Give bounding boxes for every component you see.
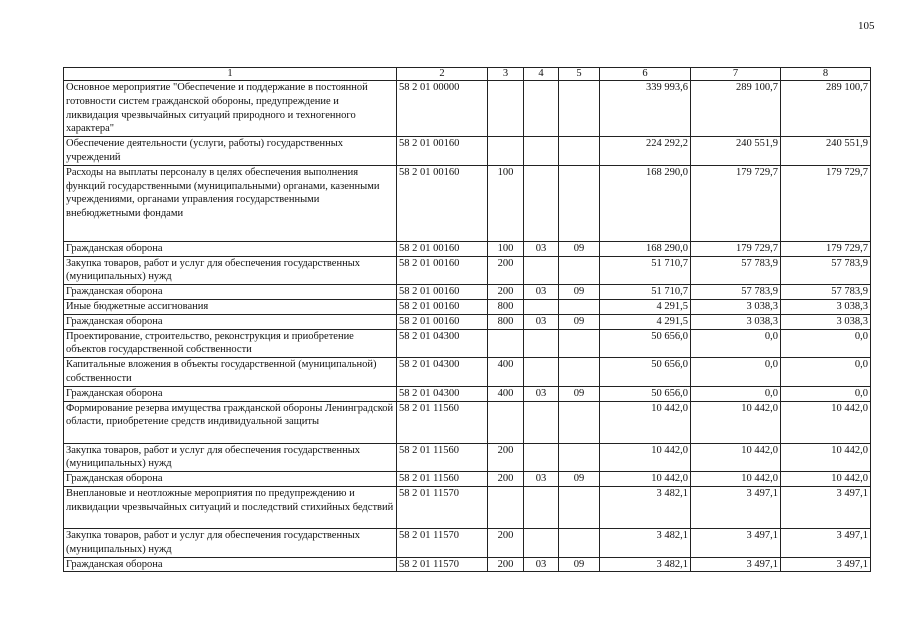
row-value-col7: 57 783,9 (691, 256, 781, 285)
row-value-col7: 179 729,7 (691, 165, 781, 241)
row-expense-type: 100 (488, 165, 524, 241)
row-value-col6: 3 482,1 (600, 557, 691, 572)
row-expense-type (488, 137, 524, 166)
row-subsection: 09 (559, 314, 600, 329)
row-value-col6: 10 442,0 (600, 443, 691, 472)
row-value-col7: 3 038,3 (691, 299, 781, 314)
row-expense-type: 800 (488, 299, 524, 314)
row-code: 58 2 01 11560 (397, 472, 488, 487)
row-value-col7: 179 729,7 (691, 241, 781, 256)
table-row (64, 285, 871, 300)
row-value-col8: 10 442,0 (781, 472, 871, 487)
row-subsection: 09 (559, 472, 600, 487)
row-expense-type (488, 81, 524, 137)
row-name: Гражданская оборона (64, 472, 397, 487)
row-subsection: 09 (559, 241, 600, 256)
row-section (524, 358, 559, 387)
row-value-col6: 50 656,0 (600, 358, 691, 387)
row-expense-type: 200 (488, 256, 524, 285)
row-subsection: 09 (559, 285, 600, 300)
row-value-col8: 289 100,7 (781, 81, 871, 137)
row-section (524, 528, 559, 557)
table-row (64, 241, 871, 256)
row-value-col6: 339 993,6 (600, 81, 691, 137)
row-expense-type: 200 (488, 443, 524, 472)
row-value-col6: 4 291,5 (600, 299, 691, 314)
row-value-col6: 3 482,1 (600, 486, 691, 528)
table-row (64, 358, 871, 387)
row-code: 58 2 01 11570 (397, 486, 488, 528)
row-expense-type: 200 (488, 472, 524, 487)
row-code: 58 2 01 00000 (397, 81, 488, 137)
row-subsection (559, 165, 600, 241)
row-value-col6: 3 482,1 (600, 528, 691, 557)
table-row (64, 557, 871, 572)
row-value-col8: 3 038,3 (781, 314, 871, 329)
header-row (64, 68, 871, 81)
row-expense-type: 400 (488, 358, 524, 387)
row-section (524, 256, 559, 285)
row-expense-type (488, 329, 524, 358)
row-expense-type: 800 (488, 314, 524, 329)
row-section: 03 (524, 285, 559, 300)
row-section (524, 137, 559, 166)
row-name: Закупка товаров, работ и услуг для обеспечения государственных (муниципальных) нужд (64, 443, 397, 472)
row-code: 58 2 01 11560 (397, 401, 488, 443)
row-subsection: 09 (559, 557, 600, 572)
row-value-col8: 179 729,7 (781, 241, 871, 256)
row-value-col6: 50 656,0 (600, 386, 691, 401)
budget-table (63, 67, 871, 572)
row-value-col8: 3 038,3 (781, 299, 871, 314)
row-value-col6: 51 710,7 (600, 285, 691, 300)
row-name: Проектирование, строительство, реконструкция и приобретение объектов государственной собственности (64, 329, 397, 358)
row-section (524, 401, 559, 443)
row-value-col8: 3 497,1 (781, 528, 871, 557)
table-row (64, 299, 871, 314)
row-value-col6: 4 291,5 (600, 314, 691, 329)
row-section: 03 (524, 241, 559, 256)
row-code: 58 2 01 00160 (397, 299, 488, 314)
row-subsection (559, 486, 600, 528)
row-value-col7: 3 497,1 (691, 486, 781, 528)
row-value-col8: 0,0 (781, 329, 871, 358)
row-name: Обеспечение деятельности (услуги, работы) государственных учреждений (64, 137, 397, 166)
row-section (524, 486, 559, 528)
row-value-col8: 240 551,9 (781, 137, 871, 166)
row-expense-type: 100 (488, 241, 524, 256)
row-section (524, 165, 559, 241)
row-value-col7: 3 038,3 (691, 314, 781, 329)
header-col-3: 3 (488, 68, 524, 81)
row-value-col8: 0,0 (781, 358, 871, 387)
row-value-col7: 289 100,7 (691, 81, 781, 137)
header-col-4: 4 (524, 68, 559, 81)
row-value-col7: 10 442,0 (691, 443, 781, 472)
table-row (64, 256, 871, 285)
row-value-col8: 3 497,1 (781, 557, 871, 572)
row-value-col6: 51 710,7 (600, 256, 691, 285)
header-col-7: 7 (691, 68, 781, 81)
row-section (524, 329, 559, 358)
row-section (524, 443, 559, 472)
row-subsection (559, 81, 600, 137)
row-subsection (559, 443, 600, 472)
row-expense-type: 200 (488, 285, 524, 300)
row-subsection: 09 (559, 386, 600, 401)
row-value-col6: 10 442,0 (600, 401, 691, 443)
row-name: Иные бюджетные ассигнования (64, 299, 397, 314)
row-name: Гражданская оборона (64, 386, 397, 401)
row-name: Гражданская оборона (64, 314, 397, 329)
row-expense-type (488, 486, 524, 528)
table-row (64, 386, 871, 401)
row-value-col6: 224 292,2 (600, 137, 691, 166)
row-value-col7: 10 442,0 (691, 472, 781, 487)
row-value-col7: 57 783,9 (691, 285, 781, 300)
table-body (64, 81, 871, 572)
row-value-col8: 3 497,1 (781, 486, 871, 528)
row-value-col7: 0,0 (691, 386, 781, 401)
row-code: 58 2 01 00160 (397, 256, 488, 285)
table-row (64, 165, 871, 241)
row-value-col7: 10 442,0 (691, 401, 781, 443)
row-code: 58 2 01 00160 (397, 285, 488, 300)
header-col-6: 6 (600, 68, 691, 81)
table-row (64, 314, 871, 329)
page-number: 105 (858, 20, 875, 32)
row-expense-type: 200 (488, 557, 524, 572)
header-col-8: 8 (781, 68, 871, 81)
row-code: 58 2 01 00160 (397, 241, 488, 256)
row-code: 58 2 01 11560 (397, 443, 488, 472)
row-name: Формирование резерва имущества гражданской обороны Ленинградской области, приобретение средств индивидуальной защиты (64, 401, 397, 443)
row-name: Гражданская оборона (64, 241, 397, 256)
row-subsection (559, 329, 600, 358)
row-value-col8: 0,0 (781, 386, 871, 401)
row-code: 58 2 01 00160 (397, 137, 488, 166)
row-value-col8: 10 442,0 (781, 401, 871, 443)
row-value-col7: 0,0 (691, 358, 781, 387)
row-value-col8: 57 783,9 (781, 285, 871, 300)
row-section: 03 (524, 557, 559, 572)
header-col-5: 5 (559, 68, 600, 81)
row-value-col7: 240 551,9 (691, 137, 781, 166)
header-col-2: 2 (397, 68, 488, 81)
row-subsection (559, 528, 600, 557)
row-expense-type: 200 (488, 528, 524, 557)
row-value-col7: 3 497,1 (691, 557, 781, 572)
row-name: Капитальные вложения в объекты государственной (муниципальной) собственности (64, 358, 397, 387)
row-code: 58 2 01 11570 (397, 557, 488, 572)
row-value-col6: 10 442,0 (600, 472, 691, 487)
row-expense-type: 400 (488, 386, 524, 401)
row-name: Закупка товаров, работ и услуг для обеспечения государственных (муниципальных) нужд (64, 528, 397, 557)
table-row (64, 486, 871, 528)
row-subsection (559, 256, 600, 285)
row-section: 03 (524, 314, 559, 329)
table-row (64, 401, 871, 443)
row-code: 58 2 01 04300 (397, 358, 488, 387)
row-section: 03 (524, 386, 559, 401)
row-name: Закупка товаров, работ и услуг для обеспечения государственных (муниципальных) нужд (64, 256, 397, 285)
table-row (64, 528, 871, 557)
table-row (64, 81, 871, 137)
table-header (64, 68, 871, 81)
table-row (64, 443, 871, 472)
row-name: Расходы на выплаты персоналу в целях обеспечения выполнения функций государственными (муниципальными) органами, казенными учреждениями, органами управления государственными внебюджетными фондами (64, 165, 397, 241)
row-value-col8: 10 442,0 (781, 443, 871, 472)
row-subsection (559, 401, 600, 443)
table-row (64, 329, 871, 358)
row-code: 58 2 01 00160 (397, 314, 488, 329)
row-value-col6: 168 290,0 (600, 241, 691, 256)
row-code: 58 2 01 11570 (397, 528, 488, 557)
row-name: Гражданская оборона (64, 285, 397, 300)
row-section (524, 299, 559, 314)
row-expense-type (488, 401, 524, 443)
row-value-col8: 57 783,9 (781, 256, 871, 285)
row-subsection (559, 358, 600, 387)
row-value-col6: 50 656,0 (600, 329, 691, 358)
row-code: 58 2 01 04300 (397, 386, 488, 401)
table-row (64, 472, 871, 487)
row-name: Внеплановые и неотложные мероприятия по предупреждению и ликвидации чрезвычайных ситуаций и последствий стихийных бедствий (64, 486, 397, 528)
row-value-col7: 0,0 (691, 329, 781, 358)
row-code: 58 2 01 04300 (397, 329, 488, 358)
header-col-1: 1 (64, 68, 397, 81)
row-section (524, 81, 559, 137)
row-value-col6: 168 290,0 (600, 165, 691, 241)
row-subsection (559, 299, 600, 314)
row-section: 03 (524, 472, 559, 487)
row-name: Основное мероприятие "Обеспечение и поддержание в постоянной готовности систем гражданской обороны, предупреждение и ликвидация чрезвычайных ситуаций природного и техногенного характера" (64, 81, 397, 137)
row-subsection (559, 137, 600, 166)
row-name: Гражданская оборона (64, 557, 397, 572)
table-row (64, 137, 871, 166)
row-value-col7: 3 497,1 (691, 528, 781, 557)
row-value-col8: 179 729,7 (781, 165, 871, 241)
row-code: 58 2 01 00160 (397, 165, 488, 241)
